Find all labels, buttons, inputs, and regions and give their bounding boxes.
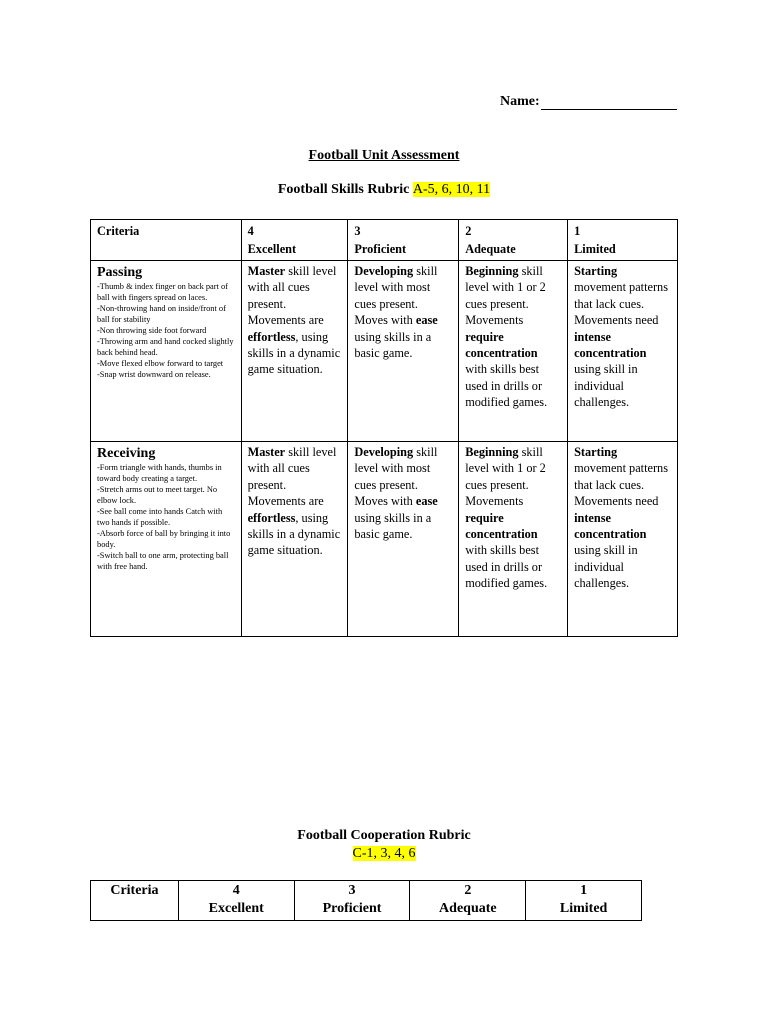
level-text: , using skills in a dynamic game situation. (247, 510, 341, 558)
level-text: movement patterns that lack cues. Movements need (574, 461, 668, 509)
level-text: using skill in individual challenges. (574, 543, 638, 591)
level-keyword: intense concentration (574, 510, 647, 542)
header-excellent-label: Excellent (247, 242, 297, 256)
level-limited-passing (568, 261, 678, 442)
header-criteria-label: Criteria (97, 224, 140, 238)
coop-header-adequate-num: 2 (464, 883, 472, 898)
level-text: skill level with 1 or 2 cues present. Movements (465, 264, 546, 328)
coop-header-excellent-label: Excellent (208, 901, 264, 916)
header-proficient-num: 3 (354, 224, 361, 238)
level-keyword: Beginning (465, 264, 519, 278)
level-text: skill level with most cues present. Moves with (354, 445, 438, 509)
level-proficient-receiving (348, 442, 459, 637)
level-excellent-passing (241, 261, 348, 442)
level-keyword: Starting (574, 264, 618, 278)
coop-header-proficient-label: Proficient (322, 901, 382, 916)
cooperation-rubric-title: Football Cooperation Rubric (297, 828, 471, 843)
cue-item: -See ball come into hands Catch with two hands if possible. (97, 507, 223, 527)
level-adequate-passing (459, 261, 568, 442)
coop-header-adequate-label: Adequate (439, 901, 497, 916)
cue-item: -Absorb force of ball by bringing it into body. (97, 529, 231, 549)
level-keyword: effortless (247, 329, 296, 344)
cue-item: -Form triangle with hands, thumbs in toward body creating a target. (97, 463, 222, 483)
coop-header-limited-num: 1 (580, 883, 588, 898)
level-keyword: intense concentration (574, 329, 647, 361)
cooperation-rubric-standards-line (0, 846, 768, 862)
skills-rubric-header-row (91, 220, 678, 261)
cue-list-receiving (97, 462, 235, 572)
criterion-name-passing: Passing (97, 265, 143, 280)
cue-item: -Move flexed elbow forward to target (97, 359, 224, 368)
cue-item: -Snap wrist downward on release. (97, 370, 211, 379)
level-text: using skill in individual challenges. (574, 362, 638, 410)
level-text: , using skills in a dynamic game situation. (247, 329, 341, 377)
level-keyword: Master (247, 445, 286, 459)
level-text: skill level with all cues present. Movements are (247, 264, 337, 328)
name-field (500, 94, 677, 110)
coop-header-proficient-num: 3 (348, 883, 356, 898)
skills-rubric-title (0, 182, 768, 198)
level-adequate-receiving (459, 442, 568, 637)
name-blank-line[interactable] (541, 95, 677, 110)
header-limited-num: 1 (574, 224, 581, 238)
cue-item: -Non throwing side foot forward (97, 326, 207, 335)
name-label: Name: (500, 94, 540, 109)
criterion-cell-receiving (91, 442, 242, 637)
cue-item: -Stretch arms out to meet target. No elbow lock. (97, 485, 218, 505)
level-text: skill level with 1 or 2 cues present. Movements (465, 445, 546, 509)
level-text: using skills in a basic game. (354, 329, 432, 361)
coop-header-proficient (294, 881, 410, 921)
criterion-cell-passing (91, 261, 242, 442)
cue-list-passing (97, 281, 235, 380)
level-keyword: Developing (354, 445, 414, 459)
level-keyword: Beginning (465, 445, 519, 459)
header-limited (568, 220, 678, 261)
level-text: movement patterns that lack cues. Movements need (574, 280, 668, 328)
coop-header-adequate (410, 881, 526, 921)
level-excellent-receiving (241, 442, 348, 637)
criterion-name-receiving: Receiving (97, 446, 156, 461)
cue-item: -Switch ball to one arm, protecting ball with free hand. (97, 551, 229, 571)
header-adequate (459, 220, 568, 261)
coop-header-excellent (178, 881, 294, 921)
level-keyword: ease (415, 313, 438, 328)
level-text: using skills in a basic game. (354, 510, 432, 542)
coop-header-criteria-label: Criteria (110, 883, 159, 898)
level-limited-receiving (568, 442, 678, 637)
skills-rubric-table (90, 219, 678, 637)
cue-item: -Throwing arm and hand cocked slightly back behind head. (97, 337, 234, 357)
coop-header-excellent-num: 4 (232, 883, 240, 898)
skills-rubric-row-passing (91, 261, 678, 442)
header-excellent-num: 4 (247, 224, 254, 238)
header-proficient (348, 220, 459, 261)
cue-item: -Non-throwing hand on inside/front of ball for stability (97, 304, 226, 324)
level-text: skill level with most cues present. Moves with (354, 264, 438, 328)
cooperation-rubric-standards: C-1, 3, 4, 6 (352, 846, 416, 861)
skills-rubric-row-receiving (91, 442, 678, 637)
header-adequate-label: Adequate (465, 242, 516, 256)
level-keyword: ease (415, 494, 438, 509)
skills-rubric-title-text: Football Skills Rubric (277, 182, 410, 197)
level-proficient-passing (348, 261, 459, 442)
cue-item: -Thumb & index finger on back part of ball with fingers spread on laces. (97, 282, 228, 302)
level-text: with skills best used in drills or modified games. (465, 543, 548, 591)
header-limited-label: Limited (574, 242, 616, 256)
coop-header-criteria (91, 881, 179, 921)
level-keyword: Developing (354, 264, 414, 278)
level-keyword: Starting (574, 445, 618, 459)
cooperation-rubric-header-row (91, 881, 642, 921)
cooperation-rubric-table (90, 880, 642, 921)
header-adequate-num: 2 (465, 224, 472, 238)
page-title: Football Unit Assessment (308, 148, 460, 163)
level-text: with skills best used in drills or modified games. (465, 362, 548, 410)
level-keyword: Master (247, 264, 286, 278)
skills-rubric-standards: A-5, 6, 10, 11 (412, 182, 491, 197)
header-criteria (91, 220, 242, 261)
header-proficient-label: Proficient (354, 242, 407, 256)
level-keyword: effortless (247, 510, 296, 525)
coop-header-limited (526, 881, 642, 921)
level-text: skill level with all cues present. Movements are (247, 445, 337, 509)
level-keyword: require concentration (465, 329, 538, 361)
coop-header-limited-label: Limited (559, 901, 608, 916)
header-excellent (241, 220, 348, 261)
level-keyword: require concentration (465, 510, 538, 542)
